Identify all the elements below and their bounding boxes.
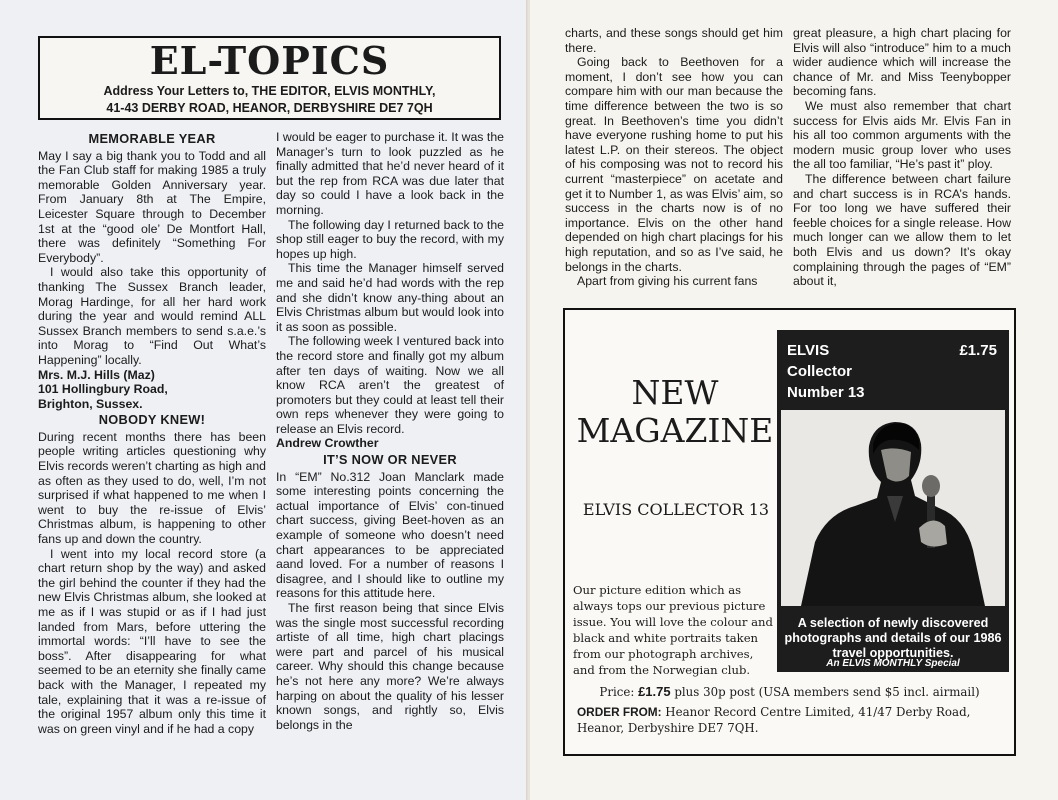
- cover-special: An ELVIS MONTHLY Special: [826, 658, 960, 669]
- magazine-cover: [777, 330, 1009, 672]
- cover-price: £1.75: [959, 342, 997, 359]
- elvis-silhouette-icon: [781, 410, 1005, 606]
- headline-magazine: MAGAZINE: [576, 411, 774, 450]
- order-label: ORDER FROM:: [577, 705, 662, 719]
- letter-paragraph: This time the Manager himself served me and said he’d had words with the rep and she didn’t know any-thing about an Elvis Christmas album but would look into it as soon as possible.: [276, 261, 504, 334]
- letters-column-1: [38, 130, 266, 736]
- letters-column-3: [565, 26, 783, 289]
- el-topics-masthead: [38, 36, 501, 120]
- new-magazine-advert: [563, 308, 1016, 756]
- letter-signature: Andrew Crowther: [276, 436, 379, 451]
- right-page: [530, 0, 1058, 800]
- elvis-photo: [781, 410, 1005, 606]
- letter-signature: Mrs. M.J. Hills (Maz): [38, 367, 155, 382]
- address-line-2: 41-43 DERBY ROAD, HEANOR, DERBYSHIRE DE7 7QH: [106, 101, 433, 115]
- letter-signature: Brighton, Sussex.: [38, 396, 143, 411]
- headline-new: NEW: [631, 373, 719, 412]
- letter-paragraph: The following week I ventured back into the record store and finally got my album after ten days of waiting. Now we all know RCA aren’t the greatest of promoters but they could at least tell their own reps whenever they were going to release an Elvis record.: [276, 334, 504, 436]
- letter-paragraph: I would also take this opportunity of thanking The Sussex Branch leader, Morag Hardinge, for all her hard work during the year and would remind ALL Sussex Branch members to send s.a.e.’s into Morag to “Find Out What’s Happening” locally.: [38, 265, 266, 367]
- letter-paragraph: Going back to Beethoven for a moment, I don’t see how you can compare him with our man because the time difference between the two is so great. In Beethoven’s time you didn’t have everyone rushing home to put his latest L.P. on their stereos. The object of his composing was not to record his current “masterpiece” on acetate and get it to Number 1, as was Elvis’ aim, so success in the charts now is of no importance. Elvis on the other hand depended on high chart placings for his high reputation, and so as I’ve said, he belongs in the charts.: [565, 55, 783, 274]
- letters-column-2: [276, 130, 504, 732]
- letter-paragraph: I would be eager to purchase it. It was the Manager’s turn to look puzzled as he finally admitted that he’d never heard of it but the rep from RCA was due later that day so could I have a look back in the morning.: [276, 130, 504, 217]
- cover-caption: A selection of newly discovered photographs and details of our 1986 travel opportunities.: [784, 616, 1002, 660]
- letter-paragraph: The first reason being that since Elvis was the single most successful recording artiste of all time, high chart placings were part and parcel of his musical career. Why should this change because he’s not here any more? We’re always harping on about the quality of his lesser known songs, and rightly so, Elvis belongs in the: [276, 601, 504, 732]
- advert-subtitle: ELVIS COLLECTOR 13: [582, 500, 770, 519]
- letter-paragraph: charts, and these songs should get him there.: [565, 26, 783, 55]
- letter-signature: 101 Hollingbury Road,: [38, 382, 168, 397]
- heading-nobody-knew: NOBODY KNEW!: [98, 412, 206, 428]
- cover-title-collector: Collector: [787, 363, 853, 380]
- address-line-1: Address Your Letters to, THE EDITOR, ELVIS MONTHLY,: [103, 84, 436, 98]
- letter-paragraph: In “EM” No.312 Joan Manclark made some interesting points concerning the actual importance of Elvis’ con-tinued chart success, giving Beet-hoven as an example of someone who doesn’t need chart appearances to be appreciated aand loved. For a number of reasons I disagree, and I should like to outline my reasons for this attitude here.: [276, 469, 504, 601]
- heading-its-now-or-never: IT’S NOW OR NEVER: [323, 452, 457, 468]
- price-postage: plus 30p post (USA members send $5 incl. airmail): [674, 685, 980, 699]
- letter-paragraph: May I say a big thank you to Todd and all the Fan Club staff for making 1985 a truly memorable Golden Anniversary year. From January 8th at The Empire, Leicester Square through to December 1st at the “good ole’ De Montfort Hall, there was definitely “Something For Everybody”.: [38, 148, 266, 265]
- advert-order: [577, 704, 1007, 736]
- price-label: Price:: [599, 685, 635, 699]
- letter-paragraph: During recent months there has been people writing articles questioning why Elvis records weren’t charting as high and as often as they used to do, well, I’m not surprised if what happened to me when I went to buy the re-issue of Elvis’ Christmas album, is happening to other fans up and down the country.: [38, 429, 266, 547]
- letter-paragraph: We must also remember that chart success for Elvis aids Mr. Elvis Fan in his all too common arguments with the modern music group lover who uses the all too familiar, “He’s past it” ploy.: [793, 98, 1011, 172]
- section-title: EL-TOPICS: [149, 38, 390, 83]
- advert-price: [565, 684, 1014, 699]
- order-address: Heanor Record Centre Limited, 41/47 Derby Road, Heanor, Derbyshire DE7 7QH.: [577, 705, 971, 735]
- advert-headline: [575, 374, 775, 450]
- cover-title-elvis: ELVIS: [787, 342, 830, 359]
- cover-title-number: Number 13: [787, 384, 865, 401]
- price-value: £1.75: [638, 684, 671, 699]
- left-page: [0, 0, 528, 800]
- letters-column-4: [793, 26, 1011, 289]
- letter-paragraph: I went into my local record store (a chart return shop by the way) and asked the girl behind the counter if they had the new Elvis Christmas album, she looked at me as if I was stupid or as if I had just landed from Mars, before uttering the immortal words: “I’ll have to see the boss”. After disappearing for what seemed to be an eternity she finally came back with the Manager, I repeated my tale, explaining that it was a re-issue of the original 1957 album only this time it was on green vinyl and if he had a copy: [38, 546, 266, 736]
- advert-description: Our picture edition which as always tops our previous picture issue. You will love the colour and black and white portraits taken from our photograph archives, and from the Norwegian club.: [573, 583, 773, 677]
- letter-paragraph: great pleasure, a high chart placing for Elvis will also “introduce” him to a much wider audience which will increase the chance of Mr. and Miss Teenybopper becoming fans.: [793, 26, 1011, 99]
- letter-paragraph: Apart from giving his current fans: [577, 274, 758, 289]
- letter-paragraph: The difference between chart failure and chart success is in RCA’s hands. For too long we have suffered their feeble choices for a single release. How much longer can we allow them to let both Elvis and us down? It’s okay complaining through the pages of “EM” about it,: [793, 171, 1011, 289]
- letter-paragraph: The following day I returned back to the shop still eager to buy the record, with my hopes up high.: [276, 217, 504, 261]
- heading-memorable-year: MEMORABLE YEAR: [88, 131, 216, 146]
